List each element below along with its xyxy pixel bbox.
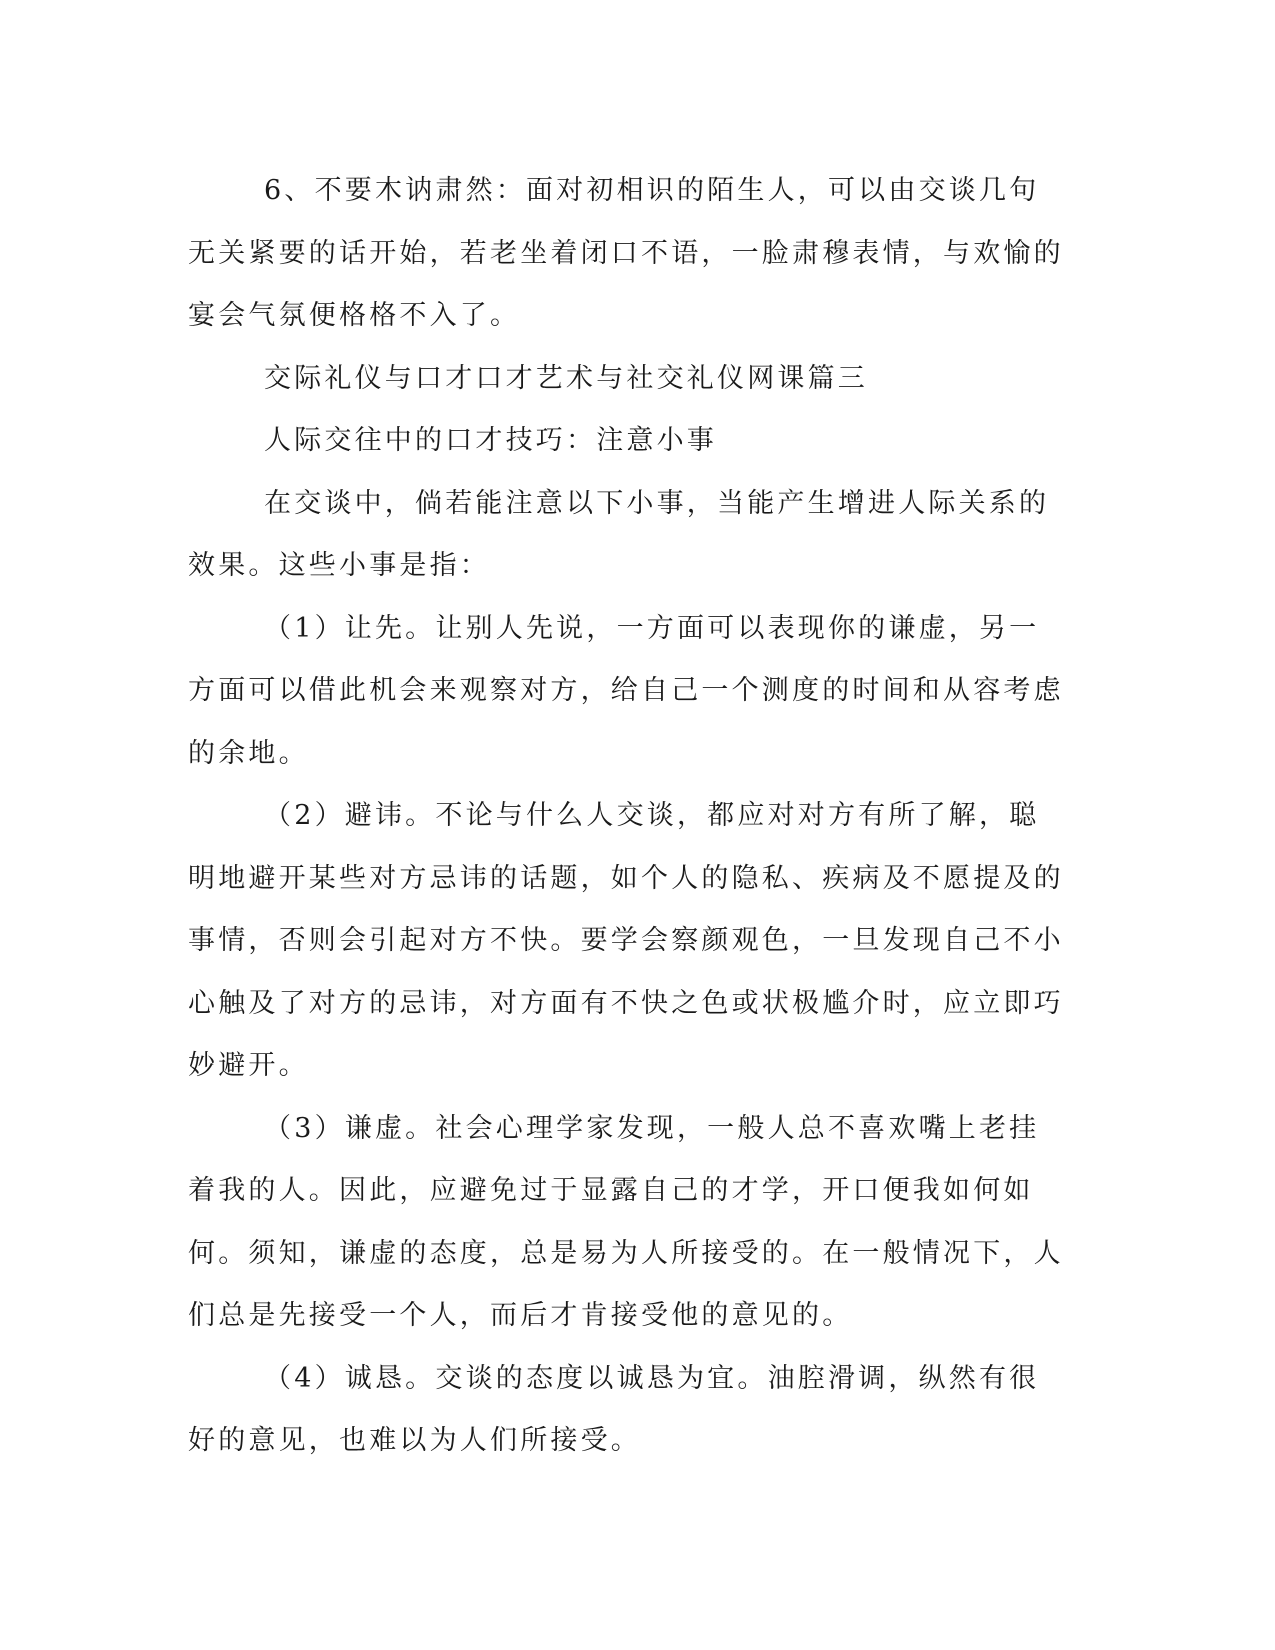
- paragraph-tip-6: 6、不要木讷肃然：面对初相识的陌生人，可以由交谈几句无关紧要的话开始，若老坐着闭口不语，一脸肃穆表情，与欢愉的宴会气氛便格格不入了。: [188, 175, 1064, 331]
- paragraph-item-3: （3）谦虚。社会心理学家发现，一般人总不喜欢嘴上老挂着我的人。因此，应避免过于显露自己的才学，开口便我如何如何。须知，谦虚的态度，总是易为人所接受的。在一般情况下，人们总是先接受一个人，而后才肯接受他的意见的。: [188, 1112, 1064, 1331]
- section-title: 交际礼仪与口才口才艺术与社交礼仪网课篇三: [264, 362, 868, 394]
- paragraph-item-2: （2）避讳。不论与什么人交谈，都应对对方有所了解，聪明地避开某些对方忌讳的话题，如个人的隐私、疾病及不愿提及的事情，否则会引起对方不快。要学会察颜观色，一旦发现自己不小心触及了对方的忌讳，对方面有不快之色或状极尴介时，应立即巧妙避开。: [188, 800, 1064, 1081]
- paragraph-item-4: （4）诚恳。交谈的态度以诚恳为宜。油腔滑调，纵然有很好的意见，也难以为人们所接受。: [188, 1362, 1040, 1456]
- section-subtitle: 人际交往中的口才技巧：注意小事: [264, 425, 717, 456]
- document-body: [188, 160, 1068, 1473]
- paragraph-intro: 在交谈中，倘若能注意以下小事，当能产生增进人际关系的效果。这些小事是指：: [188, 487, 1050, 581]
- paragraph-item-1: （1）让先。让别人先说，一方面可以表现你的谦虚，另一方面可以借此机会来观察对方，给自己一个测度的时间和从容考虑的余地。: [188, 612, 1064, 769]
